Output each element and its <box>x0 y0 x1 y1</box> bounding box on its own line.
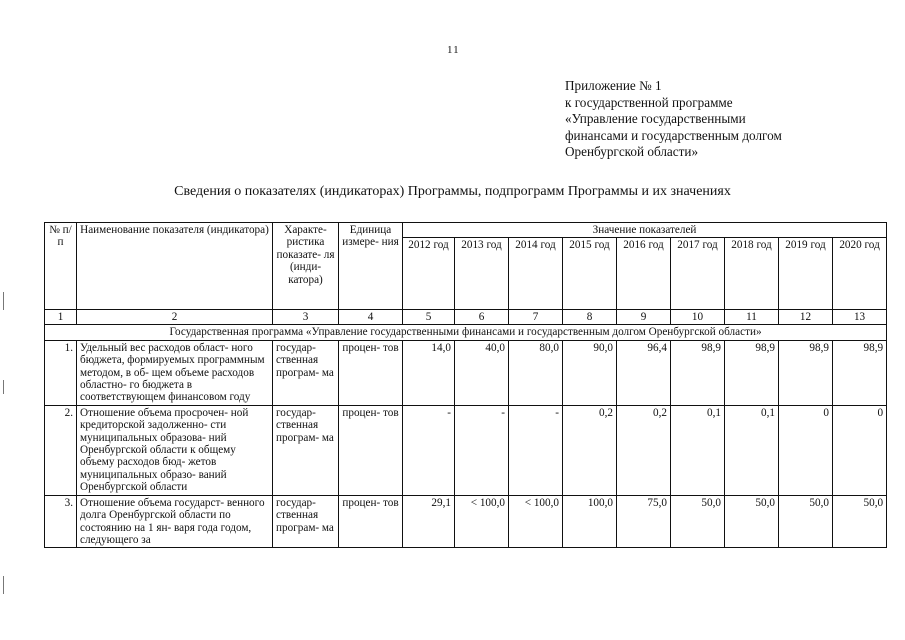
indicator-unit: процен- тов <box>339 495 403 548</box>
column-number: 12 <box>779 310 833 325</box>
row-number: 3. <box>45 495 77 548</box>
value-cell: 50,0 <box>833 495 887 548</box>
row-number: 1. <box>45 340 77 405</box>
indicator-unit: процен- тов <box>339 340 403 405</box>
value-cell: 0,2 <box>563 405 617 495</box>
value-cell: 98,9 <box>671 340 725 405</box>
value-cell: 50,0 <box>779 495 833 548</box>
appendix-line: Оренбургской области» <box>565 144 699 160</box>
appendix-heading <box>565 78 782 161</box>
appendix-line: Приложение № 1 <box>565 78 662 93</box>
appendix-line: финансами и государственным долгом <box>565 127 782 143</box>
value-cell: - <box>455 405 509 495</box>
indicator-characteristic: государ- ственная програм- ма <box>273 405 339 495</box>
section-title: Государственная программа «Управление государственными финансами и государственным долгом Оренбургской области» <box>45 325 887 340</box>
column-number: 6 <box>455 310 509 325</box>
table-row <box>45 495 887 548</box>
column-number-row <box>45 310 887 325</box>
column-number: 3 <box>273 310 339 325</box>
appendix-line: к государственной программе <box>565 94 733 110</box>
indicator-name: Удельный вес расходов област- ного бюджета, формируемых программным методом, в об- щем объеме расходов областно- го бюджета в соответствующем финансовом году <box>77 340 273 405</box>
column-number: 4 <box>339 310 403 325</box>
column-number: 2 <box>77 310 273 325</box>
header-year: 2018 год <box>725 238 779 310</box>
value-cell: 0,1 <box>725 405 779 495</box>
indicator-name: Отношение объема просрочен- ной кредиторской задолженно- сти муниципальных образова- ний Оренбургской области к общему объему расходов бюд- жетов муниципальных образо- ваний Оренбургской области <box>77 405 273 495</box>
header-year: 2015 год <box>563 238 617 310</box>
scan-margin-mark <box>3 292 4 310</box>
value-cell: - <box>509 405 563 495</box>
value-cell: 40,0 <box>455 340 509 405</box>
header-year: 2013 год <box>455 238 509 310</box>
value-cell: - <box>403 405 455 495</box>
header-row <box>45 223 887 238</box>
header-values: Значение показателей <box>403 223 887 238</box>
value-cell: 98,9 <box>779 340 833 405</box>
value-cell: 90,0 <box>563 340 617 405</box>
header-number: № п/п <box>45 223 77 310</box>
indicator-name: Отношение объема государст- венного долга Оренбургской области по состоянию на 1 ян- варя года годом, следующего за <box>77 495 273 548</box>
value-cell: 100,0 <box>563 495 617 548</box>
header-year: 2017 год <box>671 238 725 310</box>
column-number: 9 <box>617 310 671 325</box>
document-title: Сведения о показателях (индикаторах) Программы, подпрограмм Программы и их значениях <box>174 184 731 199</box>
column-number: 7 <box>509 310 563 325</box>
scan-margin-mark <box>3 380 4 394</box>
header-year: 2016 год <box>617 238 671 310</box>
appendix-line: «Управление государственными <box>565 111 746 127</box>
indicators-table <box>44 222 887 548</box>
indicator-characteristic: государ- ственная програм- ма <box>273 340 339 405</box>
column-number: 13 <box>833 310 887 325</box>
value-cell: 50,0 <box>725 495 779 548</box>
value-cell: 0 <box>779 405 833 495</box>
value-cell: 0,1 <box>671 405 725 495</box>
value-cell: 80,0 <box>509 340 563 405</box>
value-cell: 29,1 <box>403 495 455 548</box>
value-cell: 96,4 <box>617 340 671 405</box>
column-number: 10 <box>671 310 725 325</box>
scan-margin-mark <box>3 576 4 594</box>
column-number: 11 <box>725 310 779 325</box>
header-year: 2019 год <box>779 238 833 310</box>
value-cell: 0,2 <box>617 405 671 495</box>
value-cell: 98,9 <box>833 340 887 405</box>
row-number: 2. <box>45 405 77 495</box>
column-number: 8 <box>563 310 617 325</box>
table-row <box>45 340 887 405</box>
value-cell: < 100,0 <box>509 495 563 548</box>
column-number: 5 <box>403 310 455 325</box>
value-cell: 75,0 <box>617 495 671 548</box>
value-cell: < 100,0 <box>455 495 509 548</box>
section-row <box>45 325 887 340</box>
header-indicator-name: Наименование показателя (индикатора) <box>77 223 273 310</box>
page-number: 11 <box>447 44 460 56</box>
header-characteristic: Характе- ристика показате- ля (инди- катора) <box>273 223 339 310</box>
header-year: 2020 год <box>833 238 887 310</box>
indicator-characteristic: государ- ственная програм- ма <box>273 495 339 548</box>
indicator-unit: процен- тов <box>339 405 403 495</box>
header-unit: Единица измере- ния <box>339 223 403 310</box>
value-cell: 14,0 <box>403 340 455 405</box>
header-year: 2012 год <box>403 238 455 310</box>
column-number: 1 <box>45 310 77 325</box>
header-year: 2014 год <box>509 238 563 310</box>
value-cell: 98,9 <box>725 340 779 405</box>
value-cell: 50,0 <box>671 495 725 548</box>
value-cell: 0 <box>833 405 887 495</box>
table-row <box>45 405 887 495</box>
